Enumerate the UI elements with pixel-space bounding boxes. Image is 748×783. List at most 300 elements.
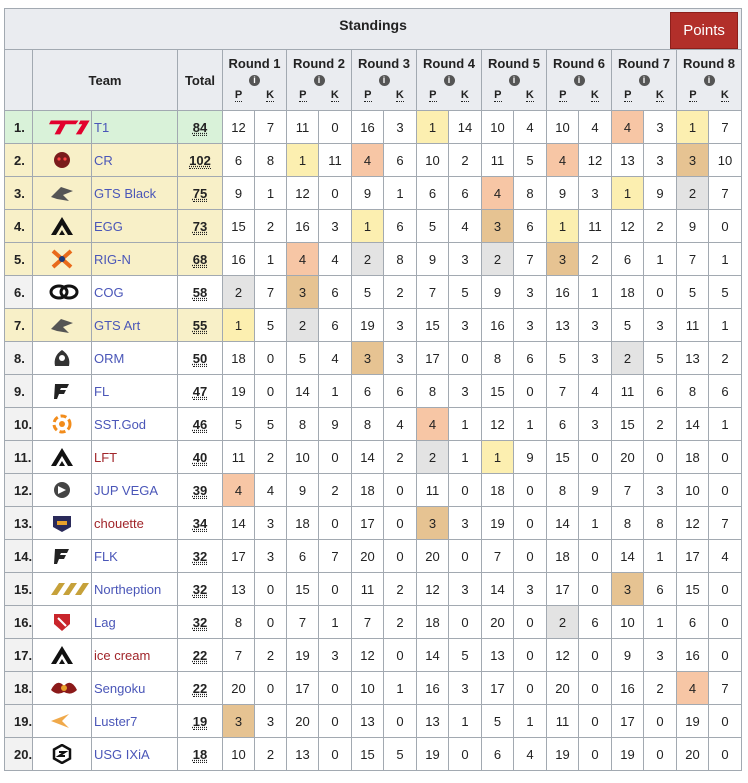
- placement-cell: 7: [482, 540, 514, 573]
- kills-cell: 6: [384, 210, 417, 243]
- placement-cell: 15: [223, 210, 255, 243]
- rank-cell: 2.: [5, 144, 33, 177]
- total-value[interactable]: 22: [192, 680, 208, 696]
- team-link[interactable]: GTS Black: [92, 177, 178, 210]
- placement-cell: 10: [547, 111, 579, 144]
- north-logo: [49, 579, 75, 599]
- kills-cell: 3: [384, 309, 417, 342]
- placement-cell: 2: [352, 243, 384, 276]
- kills-cell: 2: [255, 639, 287, 672]
- kills-cell: 0: [384, 474, 417, 507]
- total-value[interactable]: 84: [192, 119, 208, 135]
- total-cell: [178, 144, 223, 177]
- total-value[interactable]: 46: [192, 416, 208, 432]
- kills-cell: 4: [709, 540, 742, 573]
- info-icon[interactable]: i: [379, 75, 390, 86]
- t1-logo: [49, 117, 75, 137]
- rank-cell: 5.: [5, 243, 33, 276]
- placement-cell: 1: [223, 309, 255, 342]
- placement-cell: 5: [677, 276, 709, 309]
- table-row: [5, 441, 742, 474]
- kills-header[interactable]: K: [460, 89, 469, 101]
- kills-cell: 4: [255, 474, 287, 507]
- team-link[interactable]: ice cream: [92, 639, 178, 672]
- total-value[interactable]: 39: [192, 482, 208, 498]
- kills-cell: 6: [384, 144, 417, 177]
- rank-cell: 10.: [5, 408, 33, 441]
- round-label: Round 5: [488, 56, 540, 71]
- table-row: [5, 375, 742, 408]
- team-link[interactable]: USG IXiA: [92, 738, 178, 771]
- team-logo-cell: [33, 441, 92, 474]
- team-link[interactable]: RIG-N: [92, 243, 178, 276]
- total-cell: [178, 639, 223, 672]
- placement-cell: 6: [287, 540, 319, 573]
- placement-cell: 8: [287, 408, 319, 441]
- kills-header[interactable]: K: [590, 89, 599, 101]
- kills-cell: 0: [579, 738, 612, 771]
- placement-cell: 16: [352, 111, 384, 144]
- placement-cell: 19: [417, 738, 449, 771]
- total-cell: [178, 507, 223, 540]
- placement-cell: 17: [482, 672, 514, 705]
- kills-cell: 0: [579, 672, 612, 705]
- table-row: [5, 540, 742, 573]
- placement-cell: 8: [417, 375, 449, 408]
- kills-cell: 8: [384, 243, 417, 276]
- placement-cell: 16: [417, 672, 449, 705]
- kills-cell: 2: [384, 276, 417, 309]
- kills-cell: 0: [449, 474, 482, 507]
- kills-cell: 0: [709, 606, 742, 639]
- placement-cell: 17: [417, 342, 449, 375]
- team-logo-cell: [33, 540, 92, 573]
- team-link[interactable]: COG: [92, 276, 178, 309]
- info-icon[interactable]: i: [639, 75, 650, 86]
- kills-cell: 0: [514, 672, 547, 705]
- info-icon[interactable]: i: [509, 75, 520, 86]
- placement-cell: 18: [223, 342, 255, 375]
- team-link[interactable]: JUP VEGA: [92, 474, 178, 507]
- kills-cell: 3: [449, 243, 482, 276]
- total-cell: [178, 606, 223, 639]
- placement-cell: 7: [352, 606, 384, 639]
- kills-cell: 0: [319, 672, 352, 705]
- kills-header[interactable]: K: [655, 89, 664, 101]
- kills-cell: 2: [319, 474, 352, 507]
- kills-cell: 0: [319, 177, 352, 210]
- kills-cell: 0: [319, 111, 352, 144]
- placement-cell: 9: [547, 177, 579, 210]
- table-row: [5, 705, 742, 738]
- standings-table: [4, 8, 742, 771]
- placement-cell: 14: [352, 441, 384, 474]
- info-icon[interactable]: i: [574, 75, 585, 86]
- placement-cell: 12: [352, 639, 384, 672]
- kills-header[interactable]: K: [525, 89, 534, 101]
- placement-cell: 13: [677, 342, 709, 375]
- team-link[interactable]: EGG: [92, 210, 178, 243]
- placement-cell: 9: [612, 639, 644, 672]
- kills-cell: 0: [514, 639, 547, 672]
- total-value[interactable]: 40: [192, 449, 208, 465]
- apex-logo: [49, 447, 75, 467]
- rank-cell: 19.: [5, 705, 33, 738]
- placement-cell: 18: [352, 474, 384, 507]
- kills-cell: 2: [255, 210, 287, 243]
- placement-cell: 6: [417, 177, 449, 210]
- placement-cell: 17: [223, 540, 255, 573]
- kills-cell: 1: [449, 441, 482, 474]
- placement-cell: 14: [482, 573, 514, 606]
- placement-header[interactable]: P: [364, 89, 372, 101]
- table-row: [5, 474, 742, 507]
- total-cell: [178, 738, 223, 771]
- rig-logo: [49, 249, 75, 269]
- kills-header[interactable]: K: [266, 89, 275, 101]
- kills-cell: 3: [579, 309, 612, 342]
- total-value[interactable]: 32: [192, 581, 208, 597]
- kills-cell: 14: [449, 111, 482, 144]
- team-link[interactable]: Lag: [92, 606, 178, 639]
- kills-cell: 0: [319, 507, 352, 540]
- team-logo-cell: [33, 408, 92, 441]
- placement-header[interactable]: P: [234, 89, 243, 101]
- kills-cell: 0: [709, 474, 742, 507]
- kills-cell: 0: [514, 540, 547, 573]
- placement-cell: 3: [482, 210, 514, 243]
- team-logo-cell: [33, 606, 92, 639]
- rank-cell: 11.: [5, 441, 33, 474]
- sengoku-logo: [49, 678, 75, 698]
- placement-cell: 20: [223, 672, 255, 705]
- placement-cell: 6: [352, 375, 384, 408]
- placement-cell: 3: [677, 144, 709, 177]
- info-icon[interactable]: i: [704, 75, 715, 86]
- kills-cell: 0: [449, 606, 482, 639]
- table-row: [5, 243, 742, 276]
- placement-cell: 12: [677, 507, 709, 540]
- kills-cell: 6: [579, 606, 612, 639]
- kills-cell: 8: [644, 507, 677, 540]
- apex-logo: [49, 645, 75, 665]
- placement-cell: 2: [417, 441, 449, 474]
- kills-cell: 1: [255, 243, 287, 276]
- placement-header[interactable]: P: [494, 89, 502, 101]
- placement-cell: 1: [482, 441, 514, 474]
- kills-cell: 0: [644, 441, 677, 474]
- team-link[interactable]: ORM: [92, 342, 178, 375]
- info-icon[interactable]: i: [444, 75, 455, 86]
- team-link[interactable]: GTS Art: [92, 309, 178, 342]
- sst-logo: [49, 414, 75, 434]
- kills-cell: 1: [449, 705, 482, 738]
- placement-cell: 12: [287, 177, 319, 210]
- placement-header[interactable]: P: [689, 89, 697, 101]
- total-value[interactable]: 68: [192, 251, 208, 267]
- team-logo-cell: [33, 672, 92, 705]
- apex-logo: [49, 216, 75, 236]
- kills-cell: 6: [644, 375, 677, 408]
- kills-cell: 0: [384, 639, 417, 672]
- team-link[interactable]: Luster7: [92, 705, 178, 738]
- placement-cell: 3: [612, 573, 644, 606]
- kills-cell: 3: [449, 309, 482, 342]
- placement-cell: 16: [547, 276, 579, 309]
- kills-cell: 5: [449, 276, 482, 309]
- info-icon[interactable]: i: [249, 75, 260, 86]
- team-link[interactable]: Sengoku: [92, 672, 178, 705]
- placement-cell: 10: [223, 738, 255, 771]
- placement-cell: 17: [677, 540, 709, 573]
- kills-cell: 3: [579, 408, 612, 441]
- placement-cell: 16: [612, 672, 644, 705]
- team-logo-cell: [33, 144, 92, 177]
- kills-cell: 0: [384, 540, 417, 573]
- team-logo-cell: [33, 738, 92, 771]
- kills-cell: 0: [709, 573, 742, 606]
- kills-cell: 6: [319, 309, 352, 342]
- kills-cell: 3: [514, 309, 547, 342]
- placement-cell: 9: [417, 243, 449, 276]
- placement-cell: 19: [612, 738, 644, 771]
- team-logo-cell: [33, 177, 92, 210]
- placement-cell: 5: [287, 342, 319, 375]
- round-label: Round 2: [293, 56, 345, 71]
- kills-cell: 2: [255, 441, 287, 474]
- kills-cell: 9: [644, 177, 677, 210]
- kills-cell: 2: [709, 342, 742, 375]
- round-header-2: [287, 50, 352, 111]
- team-link[interactable]: SST.God: [92, 408, 178, 441]
- kills-cell: 0: [255, 672, 287, 705]
- placement-cell: 7: [677, 243, 709, 276]
- kills-cell: 0: [255, 375, 287, 408]
- total-value[interactable]: 73: [192, 218, 208, 234]
- round-label: Round 6: [553, 56, 605, 71]
- total-value[interactable]: 19: [192, 713, 208, 729]
- placement-cell: 14: [612, 540, 644, 573]
- placement-cell: 14: [547, 507, 579, 540]
- team-link[interactable]: T1: [92, 111, 178, 144]
- table-row: [5, 276, 742, 309]
- kills-cell: 2: [644, 672, 677, 705]
- kills-header[interactable]: K: [720, 89, 729, 101]
- kills-cell: 0: [514, 375, 547, 408]
- placement-cell: 13: [417, 705, 449, 738]
- round-header-1: [223, 50, 287, 111]
- placement-cell: 8: [223, 606, 255, 639]
- total-value[interactable]: 55: [192, 317, 208, 333]
- team-logo-cell: [33, 573, 92, 606]
- kills-cell: 1: [709, 309, 742, 342]
- placement-cell: 6: [677, 606, 709, 639]
- kills-cell: 1: [644, 540, 677, 573]
- kills-cell: 0: [579, 705, 612, 738]
- kills-cell: 3: [449, 573, 482, 606]
- total-value[interactable]: 32: [192, 614, 208, 630]
- placement-header[interactable]: P: [624, 89, 632, 101]
- kills-cell: 3: [644, 309, 677, 342]
- total-value[interactable]: 75: [192, 185, 208, 201]
- kills-cell: 6: [384, 375, 417, 408]
- kills-cell: 5: [255, 408, 287, 441]
- kills-cell: 0: [255, 606, 287, 639]
- team-link[interactable]: LFT: [92, 441, 178, 474]
- kills-cell: 1: [449, 408, 482, 441]
- table-row: [5, 639, 742, 672]
- placement-cell: 9: [677, 210, 709, 243]
- team-link[interactable]: chouette: [92, 507, 178, 540]
- placement-cell: 15: [482, 375, 514, 408]
- kills-cell: 0: [579, 441, 612, 474]
- kills-cell: 4: [579, 111, 612, 144]
- placement-cell: 17: [612, 705, 644, 738]
- luster-logo: [49, 711, 75, 731]
- team-link[interactable]: FL: [92, 375, 178, 408]
- rank-cell: 6.: [5, 276, 33, 309]
- placement-cell: 2: [287, 309, 319, 342]
- table-row: [5, 111, 742, 144]
- placement-cell: 1: [352, 210, 384, 243]
- placement-header[interactable]: P: [299, 89, 307, 101]
- placement-cell: 13: [352, 705, 384, 738]
- points-button[interactable]: Points: [670, 12, 738, 49]
- kills-cell: 0: [709, 441, 742, 474]
- round-header-7: [612, 50, 677, 111]
- kills-cell: 7: [709, 111, 742, 144]
- table-row: [5, 606, 742, 639]
- placement-cell: 6: [547, 408, 579, 441]
- placement-cell: 13: [223, 573, 255, 606]
- kills-cell: 2: [644, 408, 677, 441]
- kills-cell: 9: [514, 441, 547, 474]
- placement-cell: 17: [547, 573, 579, 606]
- total-cell: [178, 672, 223, 705]
- total-value[interactable]: 18: [192, 746, 208, 762]
- placement-cell: 13: [287, 738, 319, 771]
- total-value[interactable]: 58: [192, 284, 208, 300]
- placement-cell: 1: [417, 111, 449, 144]
- kills-cell: 4: [579, 375, 612, 408]
- kills-header[interactable]: K: [395, 89, 404, 101]
- placement-cell: 10: [352, 672, 384, 705]
- kills-cell: 6: [449, 177, 482, 210]
- kills-cell: 1: [384, 177, 417, 210]
- table-row: [5, 573, 742, 606]
- kills-cell: 0: [579, 573, 612, 606]
- total-cell: [178, 111, 223, 144]
- round-label: Round 3: [358, 56, 410, 71]
- placement-cell: 14: [287, 375, 319, 408]
- kills-cell: 7: [319, 540, 352, 573]
- kills-cell: 5: [449, 639, 482, 672]
- kills-cell: 3: [449, 672, 482, 705]
- placement-cell: 8: [482, 342, 514, 375]
- kills-cell: 3: [449, 375, 482, 408]
- placement-cell: 14: [677, 408, 709, 441]
- total-value[interactable]: 50: [192, 350, 208, 366]
- total-value[interactable]: 32: [192, 548, 208, 564]
- placement-cell: 15: [612, 408, 644, 441]
- total-header[interactable]: Total: [178, 50, 223, 111]
- total-value[interactable]: 102: [189, 152, 211, 168]
- kills-header[interactable]: K: [330, 89, 339, 101]
- kills-cell: 11: [319, 144, 352, 177]
- team-link[interactable]: CR: [92, 144, 178, 177]
- total-cell: [178, 573, 223, 606]
- placement-header[interactable]: P: [429, 89, 437, 101]
- info-icon[interactable]: i: [314, 75, 325, 86]
- total-value[interactable]: 47: [192, 383, 208, 399]
- kills-cell: 7: [709, 507, 742, 540]
- kills-cell: 2: [384, 606, 417, 639]
- kills-cell: 3: [384, 342, 417, 375]
- placement-cell: 8: [677, 375, 709, 408]
- kills-cell: 3: [255, 507, 287, 540]
- kills-cell: 4: [319, 342, 352, 375]
- placement-cell: 12: [417, 573, 449, 606]
- placement-cell: 11: [677, 309, 709, 342]
- rank-cell: 13.: [5, 507, 33, 540]
- standings-header: [5, 9, 742, 50]
- kills-cell: 6: [514, 342, 547, 375]
- placement-cell: 6: [482, 738, 514, 771]
- placement-cell: 5: [612, 309, 644, 342]
- team-link[interactable]: FLK: [92, 540, 178, 573]
- placement-cell: 4: [352, 144, 384, 177]
- total-value[interactable]: 22: [192, 647, 208, 663]
- team-header[interactable]: Team: [33, 50, 178, 111]
- team-link[interactable]: Northeption: [92, 573, 178, 606]
- placement-cell: 18: [612, 276, 644, 309]
- total-cell: [178, 474, 223, 507]
- kills-cell: 6: [709, 375, 742, 408]
- placement-cell: 12: [223, 111, 255, 144]
- placement-cell: 11: [417, 474, 449, 507]
- placement-cell: 20: [287, 705, 319, 738]
- placement-cell: 15: [677, 573, 709, 606]
- table-row: [5, 738, 742, 771]
- placement-cell: 5: [352, 276, 384, 309]
- placement-cell: 2: [223, 276, 255, 309]
- placement-header[interactable]: P: [559, 89, 567, 101]
- placement-cell: 18: [482, 474, 514, 507]
- kills-cell: 7: [709, 177, 742, 210]
- total-cell: [178, 441, 223, 474]
- standings-title: Standings: [339, 17, 407, 33]
- placement-cell: 19: [547, 738, 579, 771]
- kills-cell: 2: [384, 573, 417, 606]
- placement-cell: 19: [223, 375, 255, 408]
- placement-cell: 13: [547, 309, 579, 342]
- kills-cell: 0: [579, 639, 612, 672]
- placement-cell: 3: [417, 507, 449, 540]
- total-value[interactable]: 34: [192, 515, 208, 531]
- placement-cell: 10: [612, 606, 644, 639]
- kills-cell: 0: [319, 573, 352, 606]
- rank-cell: 1.: [5, 111, 33, 144]
- table-row: [5, 210, 742, 243]
- placement-cell: 19: [352, 309, 384, 342]
- kills-cell: 0: [384, 705, 417, 738]
- placement-cell: 2: [677, 177, 709, 210]
- placement-cell: 4: [223, 474, 255, 507]
- kills-cell: 1: [514, 705, 547, 738]
- rank-cell: 17.: [5, 639, 33, 672]
- kills-cell: 3: [579, 177, 612, 210]
- kills-cell: 1: [514, 408, 547, 441]
